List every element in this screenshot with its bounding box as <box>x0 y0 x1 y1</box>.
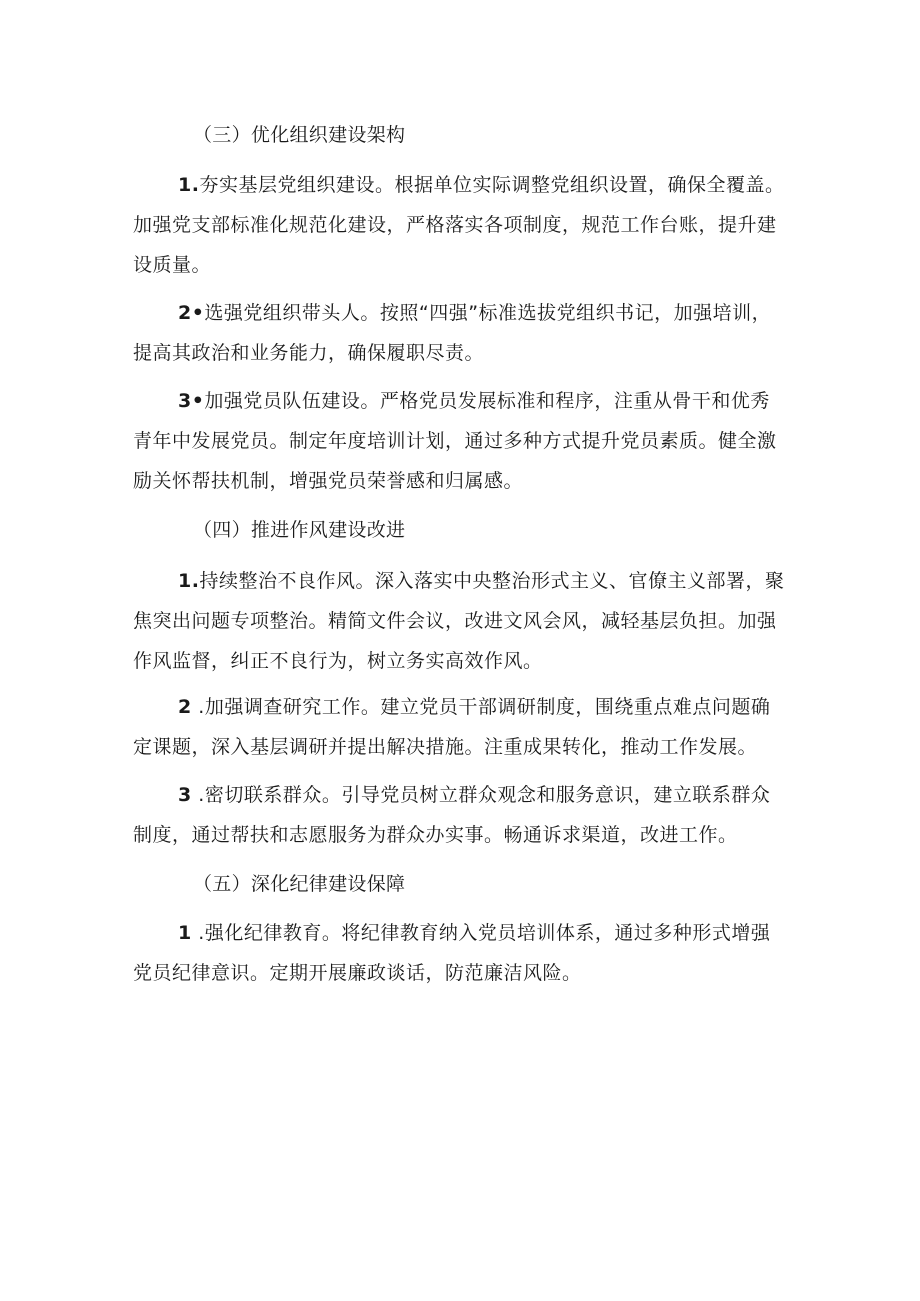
paragraph-line: 3•加强党员队伍建设。严格党员发展标准和程序，注重从骨干和优秀 <box>178 390 770 412</box>
section-heading-5: （五）深化纪律建设保障 <box>193 873 406 895</box>
item-number: 2• <box>178 302 205 324</box>
paragraph-line: 焦突出问题专项整治。精简文件会议，改进文风会风，减轻基层负担。加强 <box>133 610 777 632</box>
paragraph-4-1 <box>133 561 793 681</box>
paragraph-line: 党员纪律意识。定期开展廉政谈话，防范廉洁风险。 <box>133 962 582 984</box>
paragraph-line: 励关怀帮扶机制，增强党员荣誉感和归属感。 <box>133 470 524 492</box>
item-number: 3• <box>178 390 205 412</box>
item-number: 1 <box>178 922 192 944</box>
paragraph-4-3 <box>133 775 793 855</box>
paragraph-3-3 <box>133 381 793 501</box>
paragraph-line: 1.夯实基层党组织建设。根据单位实际调整党组织设置，确保全覆盖。 <box>178 174 785 196</box>
section-heading-4: （四）推进作风建设改进 <box>193 519 406 541</box>
paragraph-line: 2•选强党组织带头人。按照“四强”标准选拔党组织书记，加强培训， <box>178 302 772 324</box>
paragraph-line: 作风监督，纠正不良行为，树立务实高效作风。 <box>133 650 543 672</box>
paragraph-3-1 <box>133 165 793 285</box>
item-number: 3 <box>178 784 192 806</box>
paragraph-line: 1 .强化纪律教育。将纪律教育纳入党员培训体系，通过多种形式增强 <box>178 922 771 944</box>
paragraph-line: 2 .加强调查研究工作。建立党员干部调研制度，围绕重点难点问题确 <box>178 696 771 718</box>
paragraph-line: 制度，通过帮扶和志愿服务为群众办实事。畅通诉求渠道，改进工作。 <box>133 824 738 846</box>
item-number: 2 <box>178 696 192 718</box>
item-number: 1. <box>178 570 200 592</box>
paragraph-line: 加强党支部标准化规范化建设，严格落实各项制度，规范工作台账，提升建 <box>133 214 777 236</box>
paragraph-line: 青年中发展党员。制定年度培训计划，通过多种方式提升党员素质。健全激 <box>133 430 777 452</box>
paragraph-line: 1.持续整治不良作风。深入落实中央整治形式主义、官僚主义部署，聚 <box>178 570 785 592</box>
paragraph-line: 定课题，深入基层调研并提出解决措施。注重成果转化，推动工作发展。 <box>133 736 758 758</box>
item-number: 1. <box>178 174 200 196</box>
paragraph-line: 提高其政治和业务能力，确保履职尽责。 <box>133 342 485 364</box>
paragraph-line: 3 .密切联系群众。引导党员树立群众观念和服务意识，建立联系群众 <box>178 784 771 806</box>
paragraph-4-2 <box>133 687 793 767</box>
paragraph-5-1 <box>133 913 793 993</box>
section-heading-3: （三）优化组织建设架构 <box>193 124 406 146</box>
paragraph-line: 设质量。 <box>133 254 212 276</box>
paragraph-3-2 <box>133 293 793 373</box>
